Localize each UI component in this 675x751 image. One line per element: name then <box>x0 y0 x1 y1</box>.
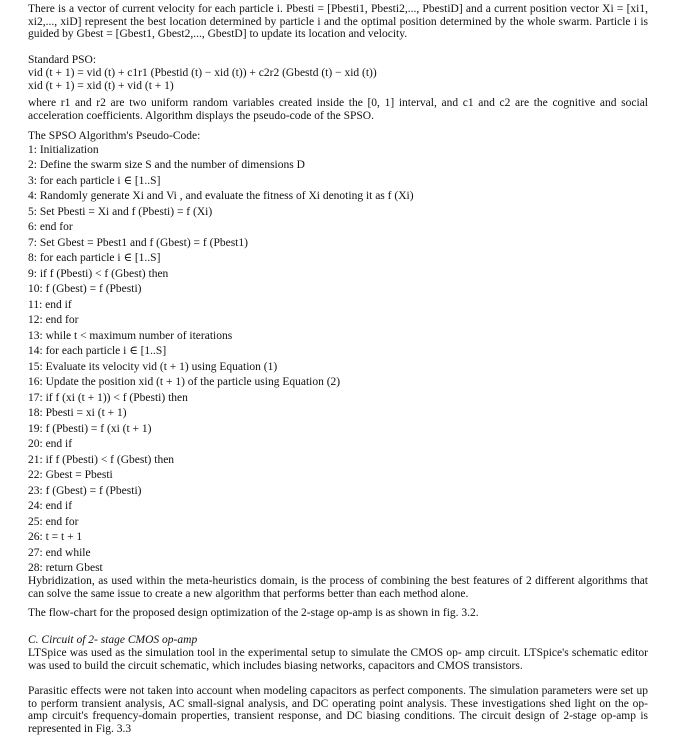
parasitic-paragraph: Parasitic effects were not taken into account when modeling capacitors as perfect components. The simulation parameters were set up to perform transient analysis, AC small-signal analysis, and DC operating point analysis. These investigations shed light on the op-amp circuit's frequency-domain properties, transient response, and DC biasing conditions. The circuit design of 2-stage op-amp is represented in Fig. 3.3 <box>28 685 648 736</box>
standard-pso-title: Standard PSO: <box>28 54 97 66</box>
velocity-equation: vid (t + 1) = vid (t) + c1r1 (Pbestid (t) − xid (t)) + c2r2 (Gbestd (t) − xid (t)) <box>28 67 377 79</box>
pseudocode-line: 22: Gbest = Pbesti <box>28 469 113 481</box>
pseudocode-line: 3: for each particle i ∈ [1..S] <box>28 175 161 187</box>
pseudocode-line: 5: Set Pbesti = Xi and f (Pbesti) = f (Xi) <box>28 206 213 218</box>
pseudocode-line: 20: end if <box>28 438 73 450</box>
pseudocode-line: 26: t = t + 1 <box>28 531 83 543</box>
pseudocode-line: 28: return Gbest <box>28 562 103 574</box>
pseudocode-line: 1: Initialization <box>28 144 99 156</box>
pseudocode-line: 21: if f (Pbesti) < f (Gbest) then <box>28 454 175 466</box>
pseudocode-line: 16: Update the position xid (t + 1) of the particle using Equation (2) <box>28 376 341 388</box>
pseudocode-line: 6: end for <box>28 221 73 233</box>
pseudocode-line: 13: while t < maximum number of iterations <box>28 330 233 342</box>
pseudocode-line: 27: end while <box>28 547 91 559</box>
pseudocode-line: 24: end if <box>28 500 73 512</box>
pseudocode-line: 15: Evaluate its velocity vid (t + 1) using Equation (1) <box>28 361 278 373</box>
pseudocode-line: 10: f (Gbest) = f (Pbesti) <box>28 283 142 295</box>
hybridization-paragraph: Hybridization, as used within the meta-heuristics domain, is the process of combining the best features of 2 different algorithms that can solve the same issue to create a new algorithm that performs better than each method alone. <box>28 575 648 600</box>
ltspice-paragraph: LTSpice was used as the simulation tool in the experimental setup to simulate the CMOS op- amp circuit. LTSpice's schematic editor was used to build the circuit schematic, which includes biasing networks, capacitors and CMOS transistors. <box>28 647 648 672</box>
pseudocode-line: 25: end for <box>28 516 79 528</box>
intro-paragraph: There is a vector of current velocity for each particle i. Pbesti = [Pbesti1, Pbesti2,..., PbestiD] and a current position vector Xi = [xi1, xi2,..., xiD] represent the best location determined by particle i and the optimal position determined by the whole swarm. Particle i is guided by Gbest = [Gbest1, Gbest2,..., GbestD] to update its location and velocity. <box>28 3 648 41</box>
pseudocode-line: 7: Set Gbest = Pbest1 and f (Gbest) = f (Pbest1) <box>28 237 248 249</box>
pseudocode-line: 12: end for <box>28 314 79 326</box>
pseudocode-title: The SPSO Algorithm's Pseudo-Code: <box>28 130 201 142</box>
pseudocode-line: 18: Pbesti = xi (t + 1) <box>28 407 127 419</box>
flowchart-sentence: The flow-chart for the proposed design optimization of the 2-stage op-amp is as shown in fig. 3.2. <box>28 607 479 619</box>
pseudocode-line: 2: Define the swarm size S and the number of dimensions D <box>28 159 305 171</box>
pseudocode-line: 4: Randomly generate Xi and Vi , and evaluate the fitness of Xi denoting it as f (Xi) <box>28 190 414 202</box>
pseudocode-line: 14: for each particle i ∈ [1..S] <box>28 345 167 357</box>
position-equation: xid (t + 1) = xid (t) + vid (t + 1) <box>28 80 174 92</box>
pseudocode-line: 9: if f (Pbesti) < f (Gbest) then <box>28 268 169 280</box>
pseudocode-line: 11: end if <box>28 299 72 311</box>
pseudocode-line: 17: if f (xi (t + 1)) < f (Pbesti) then <box>28 392 188 404</box>
section-heading: C. Circuit of 2- stage CMOS op-amp <box>28 634 198 646</box>
pseudocode-line: 8: for each particle i ∈ [1..S] <box>28 252 161 264</box>
pseudocode-line: 19: f (Pbesti) = f (xi (t + 1) <box>28 423 152 435</box>
where-paragraph: where r1 and r2 are two uniform random variables created inside the [0, 1] interval, and c1 and c2 are the cognitive and social acceleration coefficients. Algorithm displays the pseudo-code of the SPSO. <box>28 97 648 122</box>
pseudocode-line: 23: f (Gbest) = f (Pbesti) <box>28 485 142 497</box>
